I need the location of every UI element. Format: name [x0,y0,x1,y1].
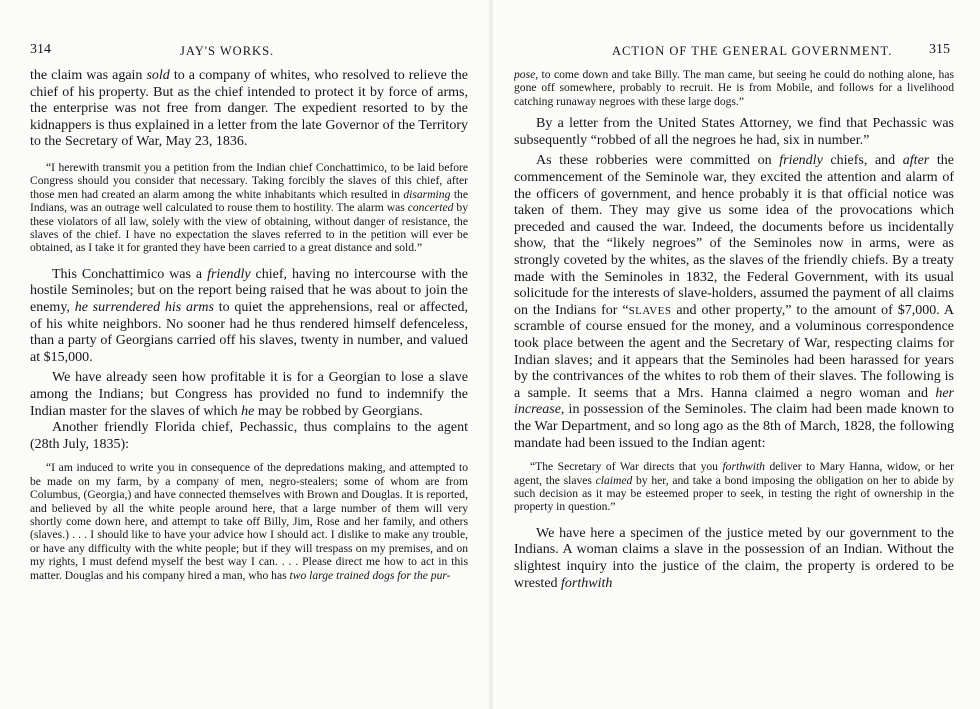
italic-text: sold [146,68,170,83]
text-run: to a company of whites, who resolved to relieve the chief of his property. But as the chief intended to protect it by force of arms, the enterprise was not free from danger. The expedient resorted to by the kidnappers is thus explained in a letter from the late Governor of the Territory to the Secretary of War, May 23, 1836. [30,68,468,150]
paragraph [30,267,468,367]
paragraph [514,526,954,592]
italic-text: her increase [514,385,954,418]
paragraph [514,153,954,452]
left-page-header [30,44,468,62]
italic-text: he surrendered his arms [74,300,214,315]
text-run: As these robberies were committed on [536,153,780,169]
running-head: JAY'S WORKS. [180,44,275,58]
block-quote [30,161,468,255]
text-run: chiefs, and [822,153,903,169]
block-quote [514,68,954,108]
text-run: the claim was again [30,68,147,83]
text-run: This Conchattimico was a [52,266,208,282]
running-head: ACTION OF THE GENERAL GOVERNMENT. [612,44,893,58]
text-run: chief, having no intercourse with the hostile Seminoles; but on the report being raised that he was about to join the enemy, [30,266,468,315]
italic-text: he [241,403,255,419]
italic-text: disarming [403,187,451,201]
left-page-body [30,68,468,582]
text-run: Another friendly Florida chief, Pechassic, thus complains to the agent (28th July, 1835): [30,420,468,452]
page-number: 314 [30,42,51,57]
right-page [514,0,954,709]
italic-text: friendly [207,266,251,282]
paragraph [30,420,468,453]
text-run: to come down and take Billy. The man came, but seeing he could do nothing alone, has gone off somewhere, probably to recruit. He is from Mobile, and follows for a livelihood catching runaway negroes with these large dogs.” [514,68,954,108]
book-gutter [488,0,494,709]
text-run: may be robbed by Georgians. [254,403,423,419]
italic-text: claimed [595,473,633,487]
text-run: to quiet the apprehensions, real or affected, of his white neighbors. No sooner had he thus rendered himself defenceless, than a party of Georgians carried off his slaves, twenty in number, and valued at $15,000. [30,300,468,365]
text-run: the Indians, was an outrage well calculated to rouse them to hostility. The alarm was [30,187,468,215]
italic-text: pose, [514,68,539,81]
italic-text: friendly [779,153,823,169]
text-run: We have here a specimen of the justice meted by our government to the Indians. A woman claims a slave in the possession of an Indian. Without the slightest inquiry into the justice of the claim, the property is ordered to be wrested [514,525,954,591]
text-run: , in possession of the Seminoles. The claim had been made known to the War Department, and so long ago as the 8th of March, 1828, the following mandate had been issued to the Indian agent: [514,402,954,451]
right-page-body [514,68,954,592]
italic-text: forthwith [722,460,765,474]
paragraph [514,116,954,149]
text-run: deliver to Mary Hanna, widow, or her agent, the slaves [514,460,954,487]
italic-text: forthwith [561,575,613,591]
italic-text: two large trained dogs for the pur- [289,568,451,582]
paragraph [30,370,468,420]
text-run: by these violators of all law, solely with the view of obtaining, without danger of resistance, the slaves of the chief. I have no expectation the slaves referred to in the petition will ever be obtained, as I take it for granted they have been carried to a great distance and sold.” [30,201,468,255]
text-run: “I am induced to write you in consequence of the depredations making, and attempted to be made on my farm, by a company of men, negro-stealers; some of whom are from Columbus, (Georgia,) and have connected themselves with Brown and Douglas. It is reported, and believed by all the white people around here, that a large number of them will very shortly come down here, and attempt to take off Billy, Jim, Rose and her family, and others (slaves.) . . . I should like to have your advice how I should act. I dislike to make any trouble, or have any difficulty with the white people; but if they will trespass on my premises, and on my rights, I must defend myself the best way I can. . . . Please direct me how to act in this matter. Douglas and his company hired a man, who has [30,461,468,582]
text-run: by her, and take a bond imposing the obligation on her to abide by such decision as it may be esteemed proper to seek, in testing the right of ownership in the property in question.” [514,473,954,514]
block-quote [30,461,468,582]
text-run: By a letter from the United States Attorney, we find that Pechassic was subsequently “robbed of all the negroes he had, six in number.” [514,116,954,148]
text-run: and other property,” to the amount of $7,000. A scramble of course ensued for the money, and a voluminous correspondence took place between the agent and the Secretary of War, respecting claims for Indian slaves; and it appears that the Seminoles had been harassed for years by the contrivances of the whites to rob them of their slaves. The following is a sample. It seems that a Mrs. Hanna claimed a negro woman and [514,302,954,401]
paragraph [30,68,468,151]
left-page [30,0,468,709]
small-caps-text: SLAVES [628,304,672,317]
right-page-header [514,44,954,62]
block-quote [514,460,954,514]
italic-text: after [902,153,930,169]
page-number: 315 [929,42,950,57]
text-run: We have already seen how profitable it is for a Georgian to lose a slave among the Indians; but Congress has provided no fund to indemnify the Indian master for the slaves of which [30,370,468,419]
text-run: the commencement of the Seminole war, they excited the attention and alarm of the officers of government, and hence probably it is that official notice was taken of them. They may give us some idea of the provocations which preceded and caused the war. Indeed, the documents before us incidentally show, that the “likely negroes” of the Seminoles now in arms, were as strongly coveted by the whites, as the slaves of the friendly chiefs. By a treaty made with the Seminoles in 1832, the Federal Government, with its usual solicitude for the interests of slave-holders, assumed the payment of all claims on the Indians for “ [514,153,954,318]
text-run: “The Secretary of War directs that you [530,460,723,474]
italic-text: concerted [407,201,454,215]
text-run: “I herewith transmit you a petition from the Indian chief Conchattimico, to be laid before Congress should you consider that necessary. Taking forcibly the slaves of this chief, after those men had created an alarm among the white inhabitants which resulted in [30,160,468,201]
